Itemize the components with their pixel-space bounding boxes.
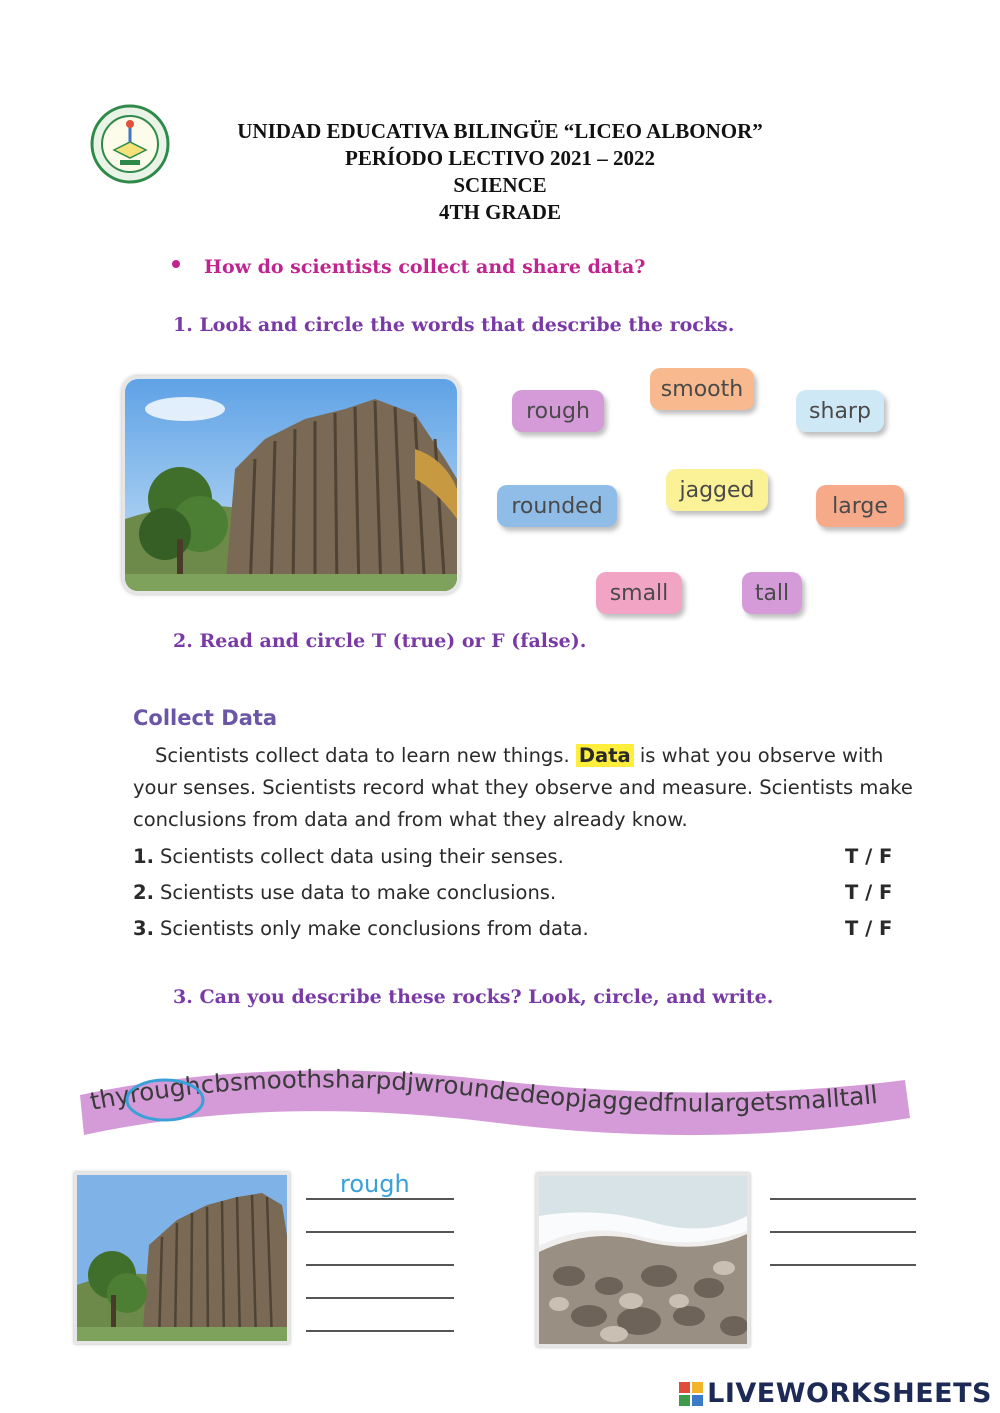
bullet-icon (172, 260, 180, 268)
beach-pebbles-photo (536, 1173, 750, 1347)
question-3: 3. Can you describe these rocks? Look, circle, and write. (173, 986, 774, 1008)
true-false-choice[interactable]: T / F (845, 917, 893, 940)
collect-data-title: Collect Data (133, 706, 278, 730)
brand-prefix: LIVE (707, 1378, 776, 1409)
statement-1 (133, 845, 913, 868)
statement-3 (133, 917, 913, 940)
word-card-smooth[interactable]: smooth (650, 368, 754, 410)
word-card-small[interactable]: small (596, 572, 682, 614)
statement-number: 3. (133, 917, 154, 940)
statement-text: Scientists use data to make conclusions. (159, 881, 557, 904)
written-answer[interactable]: rough (340, 1170, 410, 1198)
grade-title: 4TH GRADE (439, 200, 561, 224)
answer-line[interactable] (306, 1231, 454, 1233)
answer-line[interactable] (770, 1264, 916, 1266)
intro-question: How do scientists collect and share data? (204, 256, 646, 278)
word-card-rounded[interactable]: rounded (497, 485, 617, 527)
rock-columns-photo (122, 376, 460, 594)
answer-line[interactable] (306, 1264, 454, 1266)
collect-data-paragraph (133, 740, 913, 836)
answer-line[interactable] (306, 1330, 454, 1332)
answer-line[interactable] (306, 1297, 454, 1299)
statement-text: Scientists collect data using their senses. (159, 845, 564, 868)
statement-number: 1. (133, 845, 154, 868)
statement-number: 2. (133, 881, 154, 904)
word-card-sharp[interactable]: sharp (796, 390, 884, 432)
answer-line[interactable] (770, 1231, 916, 1233)
document-header (0, 118, 1000, 226)
liveworksheets-logo (679, 1378, 992, 1409)
liveworksheets-mark-icon (679, 1382, 703, 1406)
paragraph-text-end: is what you observe with your senses. Scientists record what they observe and measure. Scientists make conclusions from data and from what they already know. (133, 744, 913, 831)
word-card-tall[interactable]: tall (742, 572, 802, 614)
word-snake-banner (70, 1040, 920, 1150)
statement-2 (133, 881, 913, 904)
true-false-choice[interactable]: T / F (845, 881, 893, 904)
school-name: UNIDAD EDUCATIVA BILINGÜE “LICEO ALBONOR” (237, 119, 763, 143)
brand-suffix: WORKSHEETS (775, 1378, 992, 1409)
word-card-jagged[interactable]: jagged (666, 469, 768, 511)
answer-line[interactable] (770, 1198, 916, 1200)
data-highlight: Data (576, 744, 634, 767)
paragraph-text-start: Scientists collect data to learn new things. (155, 744, 576, 767)
word-card-rough[interactable]: rough (512, 390, 604, 432)
answer-line[interactable] (306, 1198, 454, 1200)
rock-columns-photo-small (74, 1172, 290, 1344)
school-period: PERÍODO LECTIVO 2021 – 2022 (345, 146, 655, 170)
question-2: 2. Read and circle T (true) or F (false). (173, 630, 587, 652)
subject-title: SCIENCE (453, 173, 547, 197)
word-card-large[interactable]: large (816, 485, 904, 527)
true-false-choice[interactable]: T / F (845, 845, 893, 868)
word-snake-letters: thyroughcbsmoothsharpdjwroundedeopjaggedfnulargetsmalltall (87, 1064, 879, 1118)
question-1: 1. Look and circle the words that describe the rocks. (173, 314, 735, 336)
statement-text: Scientists only make conclusions from data. (159, 917, 589, 940)
